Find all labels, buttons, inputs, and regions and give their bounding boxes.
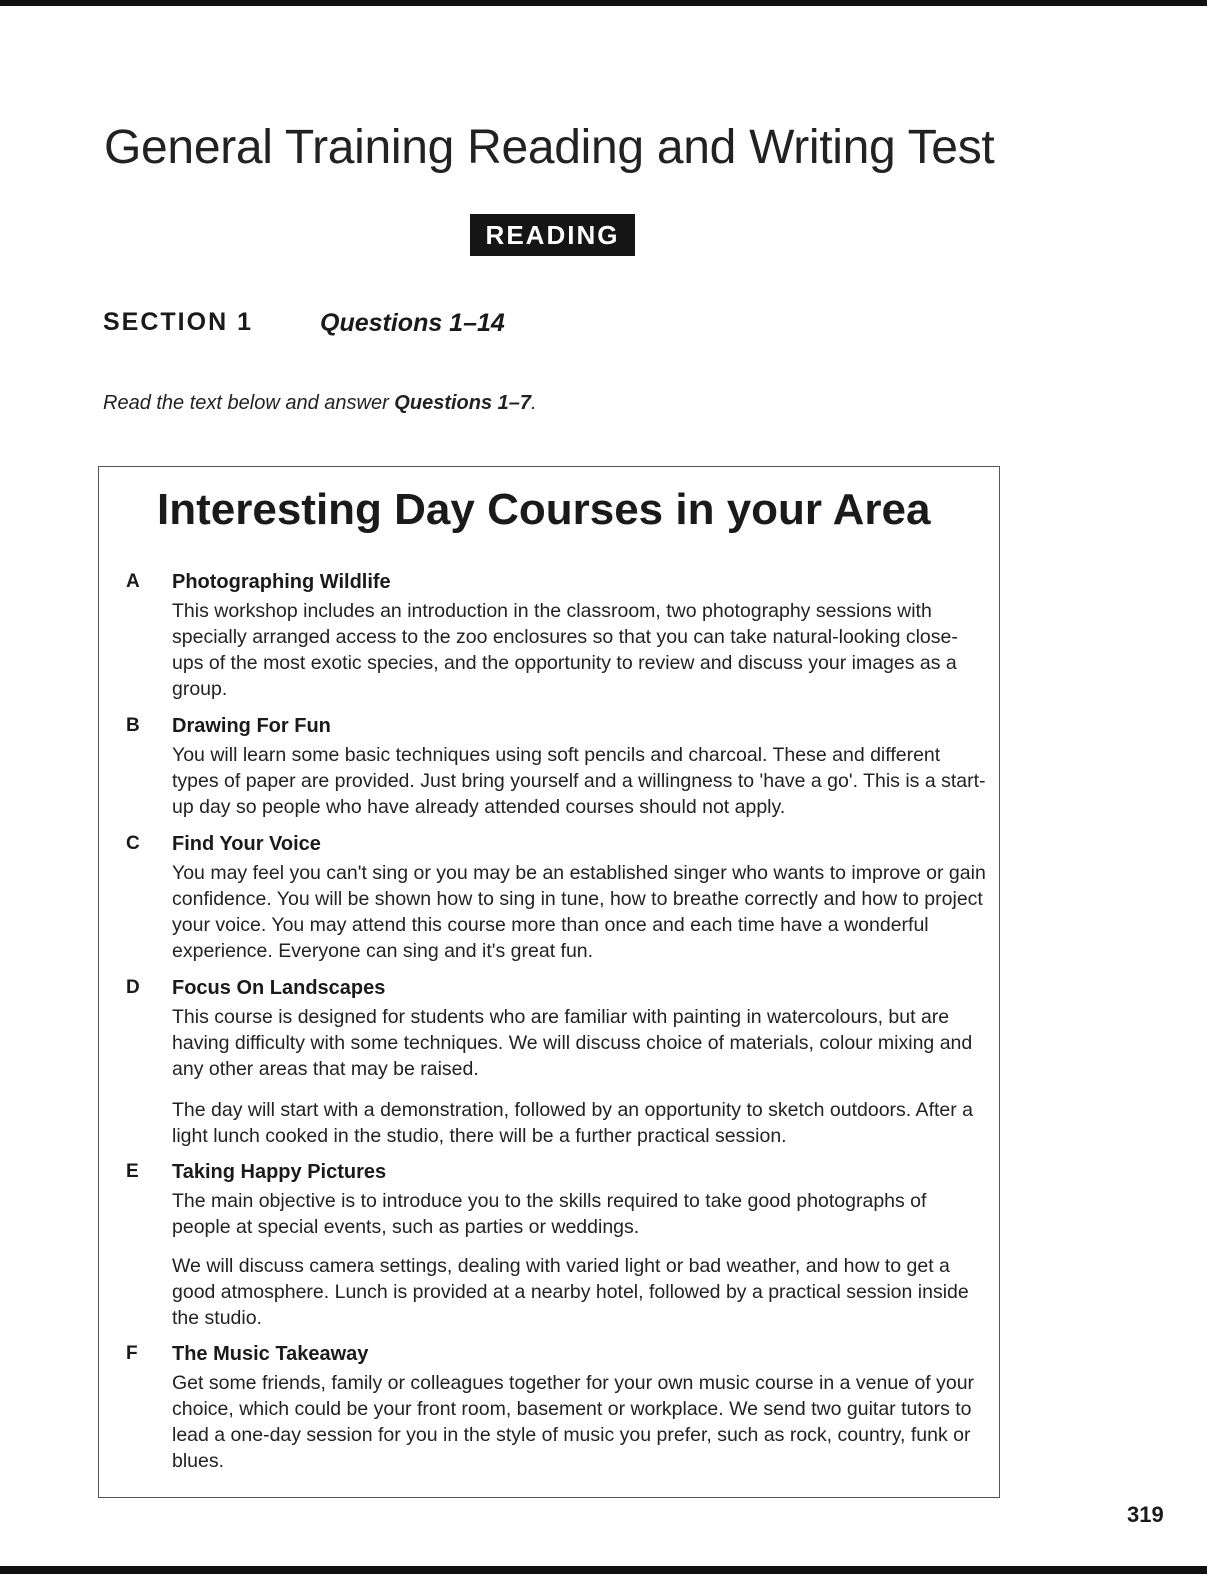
box-title: Interesting Day Courses in your Area (157, 485, 931, 534)
course-box (98, 466, 1000, 1498)
course-letter: C (126, 833, 140, 854)
top-rule (0, 0, 1207, 6)
course-paragraph: The day will start with a demonstration, followed by an opportunity to sketch outdoors. After a light lunch cooked in the studio, there will be a further practical session. (172, 1099, 974, 1147)
course-name: The Music Takeaway (172, 1343, 369, 1365)
questions-label: Questions 1–14 (320, 309, 505, 337)
course-name: Photographing Wildlife (172, 571, 391, 593)
course-paragraph: You will learn some basic techniques using soft pencils and charcoal. These and different types of paper are provided. Just bring yourself and a willingness to 'have a go'. This is a start-up day so people who have already attended courses should not apply. (172, 744, 986, 818)
course-name: Taking Happy Pictures (172, 1161, 387, 1183)
instruction-questions: Questions 1–7 (394, 392, 532, 414)
course-letter: A (126, 571, 140, 592)
section-label: SECTION 1 (103, 308, 253, 336)
instruction-suffix: . (531, 392, 537, 414)
course-paragraph: Get some friends, family or colleagues together for your own music course in a venue of your choice, which could be your front room, basement or workplace. We send two guitar tutors to lead a one-day session for you in the style of music you prefer, such as rock, country, funk or blues. (172, 1372, 975, 1472)
course-letter: E (126, 1161, 139, 1182)
instruction-prefix: Read the text below and answer (103, 392, 395, 414)
course-paragraph: This course is designed for students who are familiar with painting in watercolours, but are having difficulty with some techniques. We will discuss choice of materials, colour mixing and any other areas that may be raised. (172, 1006, 973, 1080)
course-paragraph: We will discuss camera settings, dealing with varied light or bad weather, and how to get a good atmosphere. Lunch is provided at a nearby hotel, followed by a practical session inside the studio. (172, 1255, 969, 1329)
page-number: 319 (1127, 1502, 1164, 1527)
course-letter: D (126, 977, 140, 998)
instruction (103, 392, 537, 415)
course-paragraph: You may feel you can't sing or you may be an established singer who wants to improve or gain confidence. You will be shown how to sing in tune, how to breathe correctly and how to project your voice. You may attend this course more than once and each time have a wonderful experience. Everyone can sing and it's great fun. (172, 862, 986, 962)
course-paragraph: This workshop includes an introduction in the classroom, two photography sessions with specially arranged access to the zoo enclosures so that you can take natural-looking close-ups of the most exotic species, and the opportunity to review and discuss your images as a group. (172, 600, 958, 700)
bottom-rule (0, 1566, 1207, 1574)
course-letter: B (126, 715, 140, 736)
reading-badge: READING (470, 214, 635, 256)
course-paragraph: The main objective is to introduce you to the skills required to take good photographs of people at special events, such as parties or weddings. (172, 1190, 927, 1238)
course-name: Find Your Voice (172, 833, 321, 855)
course-name: Focus On Landscapes (172, 977, 386, 999)
course-name: Drawing For Fun (172, 715, 331, 737)
page-title: General Training Reading and Writing Test (104, 121, 995, 174)
course-letter: F (126, 1343, 138, 1364)
